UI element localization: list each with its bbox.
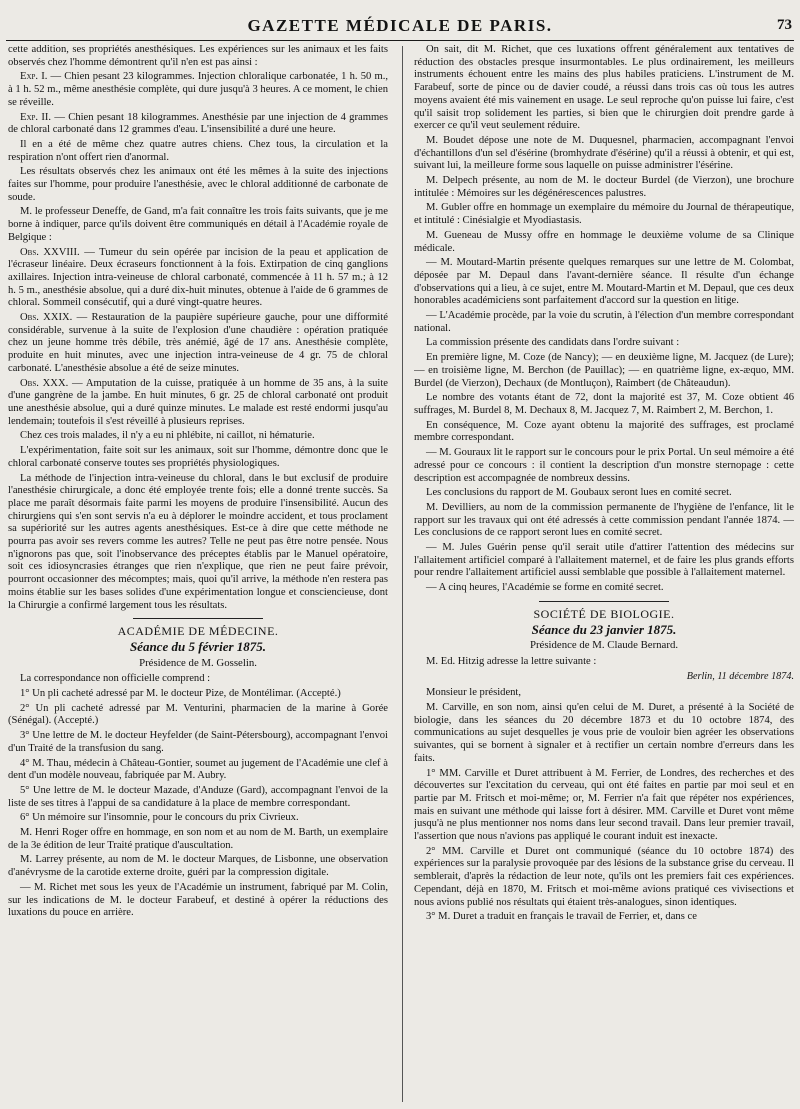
letter-dateline: Berlin, 11 décembre 1874. xyxy=(686,670,794,682)
session-title: Séance du 5 février 1875. xyxy=(129,638,267,654)
observation-text: — Amputation de la cuisse, pratiquée à un homme de 35 ans, à la suite d'une gangrène de la jambe. En huit minutes, 6 gr. 25 de chloral carbonaté ont produit une anesthésie absolue, qui a duré quinze minutes. Le malade est resté endormi jusqu'au lendemain; toutefois il s'est réveillé à plusieurs reprises. xyxy=(8,377,388,427)
experiment-1 xyxy=(8,71,388,109)
presidency-line: Présidence de M. Claude Bernard. xyxy=(529,639,679,652)
experiment-2 xyxy=(8,112,388,137)
session-title: Séance du 23 janvier 1875. xyxy=(531,621,677,637)
section-divider xyxy=(539,601,669,602)
section-heading-societe: SOCIÉTÉ DE BIOLOGIE. xyxy=(533,606,675,621)
correspondence-item: 3° Une lettre de M. le docteur Heyfelder (de Saint-Pétersbourg), accompagnant l'envoi d'un Traité de la transfusion du sang. xyxy=(8,730,388,754)
paragraph: 1° MM. Carville et Duret attribuent à M. Ferrier, de Londres, des recherches et des découvertes sur l'excitation du cerveau, qui ont été faites en partie par moi seul et en partie par M. Fritsch et moi-même; or, M. Ferrier n'a fait que répéter nos expériences, mais en suivant une méthode qui laisse fort à désirer. MM. Carville et Duret vont même jusqu'à ne plus mentionner nos noms dans leur second travail. Dans leur premier travail, l'assertion que nous n'avions pas appliqué le courant induit est inexacte. xyxy=(414,767,794,843)
page-header xyxy=(6,14,794,41)
observation-text: — Tumeur du sein opérée par incision de la peau et application de l'écraseur linéaire. Deux écraseurs fonctionnent à la fois. Extirpation de cinq ganglions axillaires. Injection intra-veineuse de chloral carbonaté, commencée à 11 h. 57 m.; à 12 h. 5 m., anesthésie absolue, qui a duré dix-huit minutes, obtenue à l'aide de 6 grammes de chloral. Sommeil consécutif, qui a duré vingt-quatre heures. xyxy=(8,246,388,309)
observation-28 xyxy=(8,247,388,311)
paragraph: — A cinq heures, l'Académie se forme en comité secret. xyxy=(426,582,664,594)
paragraph: — M. Gouraux lit le rapport sur le concours pour le prix Portal. Un seul mémoire a été adressé pour ce concours : il contient la description d'un monstre sternopage : cette description est accompagnée de nombreux dessins. xyxy=(414,447,794,484)
experiment-text: — Chien pesant 23 kilogrammes. Injection chloralique carbonatée, 1 h. 50 m., à 1 h. 52 m., même anesthésie complète, qui dure jusqu'à 3 heures. A ce moment, le chien se réveille. xyxy=(8,71,388,108)
correspondence-item: 6° Un mémoire sur l'insomnie, pour le concours du prix Civrieux. xyxy=(20,812,299,824)
experiment-text: — Chien pesant 18 kilogrammes. Anesthésie par une injection de 4 grammes de chloral carbonaté dans 12 grammes d'eau. L'insensibilité a duré une heure. xyxy=(8,111,388,136)
paragraph: cette addition, ses propriétés anesthésiques. Les expériences sur les animaux et les faits observés chez l'homme démontrent qu'il n'en est pas ainsi : xyxy=(8,44,388,68)
paragraph: — M. Moutard-Martin présente quelques remarques sur une lettre de M. Colombat, déposée par M. Depaul dans l'avant-dernière séance. Il résulte d'un échange d'observations qui a lieu, à ce sujet, entre M. Moutard-Martin et M. Depaul, que ces deux honorables académiciens sont parfaitement d'accord sur la question en litige. xyxy=(414,257,794,307)
paragraph: M. Devilliers, au nom de la commission permanente de l'hygiène de l'enfance, lit le rapport sur les travaux qui ont été adressés à cette commission pendant l'année 1874. — Les conclusions de ce rapport seront lues en comité secret. xyxy=(414,501,794,539)
paragraph: M. Larrey présente, au nom de M. le docteur Marques, de Lisbonne, une observation d'anévrysme de la carotide externe droite, guéri par la compression digitale. xyxy=(8,854,388,879)
running-title: GAZETTE MÉDICALE DE PARIS. xyxy=(247,16,553,35)
section-divider xyxy=(133,618,263,619)
paragraph: La méthode de l'injection intra-veineuse du chloral, dans le but exclusif de produire l'anesthésie chirurgicale, a donc été employée trente fois; elle a donné trente succès. Sa place me paraît désormais faite parmi les moyens de produire l'insensibilité. Aucun des chirurgiens qui s'en sont servis n'a eu à déplorer le moindre accident, et tous proclament sa supériorité sur les autres agents anesthésiques. Est-ce à dire que cette méthode ne pourra pas avoir ses revers comme les autres? Telle ne peut pas être notre pensée. Nous n'ignorons pas que, soit l'inobservance des préceptes établis par le Manuel opératoire, soit ces idiosyncrasies étranges que rien n'explique, que rien ne peut faire prévoir, pourront occasionner des mécomptes; mais, quoi qu'il arrive, la méthode n'en restera pas moins établie sur les bases solides d'une expérimentation longue et consciencieuse, dont la Chirurgie a confirmé largement tous les résultats. xyxy=(8,472,388,611)
paragraph: En première ligne, M. Coze (de Nancy); — en deuxième ligne, M. Jacquez (de Lure); — en troisième ligne, M. Berchon (de Pauillac); — en quatrième ligne, ex-æquo, MM. Burdel (de Vierzon), Dechaux (de Montluçon), Raimbert (de Châteaudun). xyxy=(414,352,794,389)
paragraph: 3° M. Duret a traduit en français le travail de Ferrier, et, dans ce xyxy=(426,911,697,923)
paragraph: M. le professeur Deneffe, de Gand, m'a fait connaître les trois faits suivants, que je me borne à indiquer, parce qu'ils doivent être communiqués en détail à l'Académie royale de Belgique : xyxy=(8,206,388,243)
paragraph: Les résultats observés chez les animaux ont été les mêmes à la suite des injections faites sur l'homme, pour produire l'anesthésie, avec le chloral additionné de carbonate de soude. xyxy=(8,166,388,203)
paragraph: On sait, dit M. Richet, que ces luxations offrent généralement aux tentatives de réduction des obstacles presque insurmontables. Le plus ordinairement, les meilleurs instruments échouent entre les mains des plus habiles praticiens. L'instrument de M. Farabeuf, sorte de pince ou de davier coudé, a réussi dans trois cas où tous les autres moyens avaient été mis vainement en usage. Le seul reproche qu'on puisse lui faire, c'est qu'il saisit trop solidement les parties, si bien que le chirurgien doit prendre garde à exercer ce qu'il veut seulement réduire. xyxy=(414,44,794,132)
column-divider xyxy=(402,46,403,1102)
paragraph: M. Carville, en son nom, ainsi qu'en celui de M. Duret, a présenté à la Société de biologie, dans les séances du 20 décembre 1873 et du 10 octobre 1874, des communications au sujet desquelles je vous prie de vouloir bien agréer les observations suivantes, qui se bornent à signaler et à rectifier un certain nombre d'erreurs dans les faits. xyxy=(414,702,794,764)
paragraph: M. Ed. Hitzig adresse la lettre suivante : xyxy=(426,655,597,667)
experiment-label: Exp. II. xyxy=(20,111,52,123)
paragraph: M. Boudet dépose une note de M. Duquesnel, pharmacien, accompagnant l'envoi d'échantillons d'un sel d'ésérine (bromhydrate d'ésérine) qu'il a réussi à obtenir, et qui est, suivant lui, la meilleure forme sous laquelle on puisse administrer l'ésérine. xyxy=(414,134,794,172)
observation-30 xyxy=(8,378,388,429)
paragraph: Les conclusions du rapport de M. Goubaux seront lues en comité secret. xyxy=(426,487,732,499)
paragraph: Le nombre des votants étant de 72, dont la majorité est 37, M. Coze obtient 46 suffrages, M. Burdel 8, M. Dechaux 8, M. Jacquez 7, M. Raimbert 2, M. Berchon, 1. xyxy=(414,392,794,416)
paragraph: — M. Jules Guérin pense qu'il serait utile d'attirer l'attention des médecins sur l'allaitement artificiel comparé à l'allaitement maternel, et de faire les plus grands efforts pour rendre l'allaitement artificiel aussi semblable que possible à l'allaitement maternel. xyxy=(414,542,794,579)
correspondence-item: 1° Un pli cacheté adressé par M. le docteur Pize, de Montélimar. (Accepté.) xyxy=(20,688,341,700)
paragraph: M. Henri Roger offre en hommage, en son nom et au nom de M. Barth, un exemplaire de la 3e édition de leur Traité pratique d'auscultation. xyxy=(8,827,388,851)
paragraph: M. Gubler offre en hommage un exemplaire du mémoire du Journal de thérapeutique, et intitulé : Cinésialgie et Myodiastasis. xyxy=(414,202,794,227)
correspondence-item: 4° M. Thau, médecin à Château-Gontier, soumet au jugement de l'Académie une clef à dent d'un modèle nouveau, fabriquée par M. Aubry. xyxy=(8,757,388,782)
paragraph: La commission présente des candidats dans l'ordre suivant : xyxy=(426,337,680,349)
paragraph: — M. Richet met sous les yeux de l'Académie un instrument, fabriqué par M. Colin, sur les indications de M. le docteur Farabeuf, et destiné à opérer la réductions des luxations du pouce en arrière. xyxy=(8,881,388,919)
observation-text: — Restauration de la paupière supérieure gauche, pour une difformité considérable, survenue à la suite de l'explosion d'une chaudière : opération pratiquée chez un jeune homme très débile, très anémié, âgé de 17 ans. Anesthésie complète, produite en huit minutes, avec une injection intra-veineuse de 4 gr. 75 de chloral carbonaté. L'anesthésie absolue a été de seize minutes. xyxy=(8,312,388,374)
letter-salutation: Monsieur le président, xyxy=(426,687,522,699)
paragraph: M. Delpech présente, au nom de M. le docteur Burdel (de Vierzon), une brochure intitulée : Mémoires sur les dégénérescences palustres. xyxy=(414,175,794,199)
section-heading-academie: ACADÉMIE DE MÉDECINE. xyxy=(117,624,279,639)
paragraph: La correspondance non officielle comprend : xyxy=(20,673,211,685)
paragraph: 2° MM. Carville et Duret ont communiqué (séance du 10 octobre 1874) des expériences sur la paralysie provoquée par des lésions de la substance grise du cerveau. Il semblerait, d'après la rédaction de leur note, qu'ils ont les premiers fait ces expériences. Cependant, déjà en 1870, M. Fritsch et moi-même avions pratiqué ces vivisections et nous avions publié nos résultats qui étaient très-analogues, sinon identiques. xyxy=(414,845,794,908)
page-number: 73 xyxy=(777,17,792,33)
correspondence-item: 2° Un pli cacheté adressé par M. Venturini, pharmacien de la marine à Gorée (Sénégal). (Accepté.) xyxy=(8,702,388,727)
paragraph: — L'Académie procède, par la voie du scrutin, à l'élection d'un membre correspondant national. xyxy=(414,310,794,334)
presidency-line: Présidence de M. Gosselin. xyxy=(139,656,257,669)
observation-label: Obs. XXVIII. xyxy=(20,246,80,258)
paragraph: M. Gueneau de Mussy offre en hommage le deuxième volume de sa Clinique médicale. xyxy=(414,229,794,254)
paragraph: Chez ces trois malades, il n'y a eu ni phlébite, ni caillot, ni hématurie. xyxy=(20,430,315,442)
observation-label: Obs. XXIX. xyxy=(20,312,73,324)
experiment-label: Exp. I. xyxy=(20,71,48,83)
right-column xyxy=(414,44,794,1104)
left-column xyxy=(8,44,388,1104)
paragraph: Il en a été de même chez quatre autres chiens. Chez tous, la circulation et la respiration n'ont offert rien d'anormal. xyxy=(8,138,388,163)
paragraph: En conséquence, M. Coze ayant obtenu la majorité des suffrages, est proclamé membre correspondant. xyxy=(414,419,794,444)
observation-label: Obs. XXX. xyxy=(20,377,69,389)
paragraph: L'expérimentation, faite soit sur les animaux, soit sur l'homme, démontre donc que le chloral carbonaté conserve toutes ses propriétés physiologiques. xyxy=(8,445,388,469)
correspondence-item: 5° Une lettre de M. le docteur Mazade, d'Anduze (Gard), accompagnant l'envoi de la liste de ses titres à l'appui de sa candidature à la place de membre correspondant. xyxy=(8,784,388,809)
observation-29 xyxy=(8,312,388,376)
